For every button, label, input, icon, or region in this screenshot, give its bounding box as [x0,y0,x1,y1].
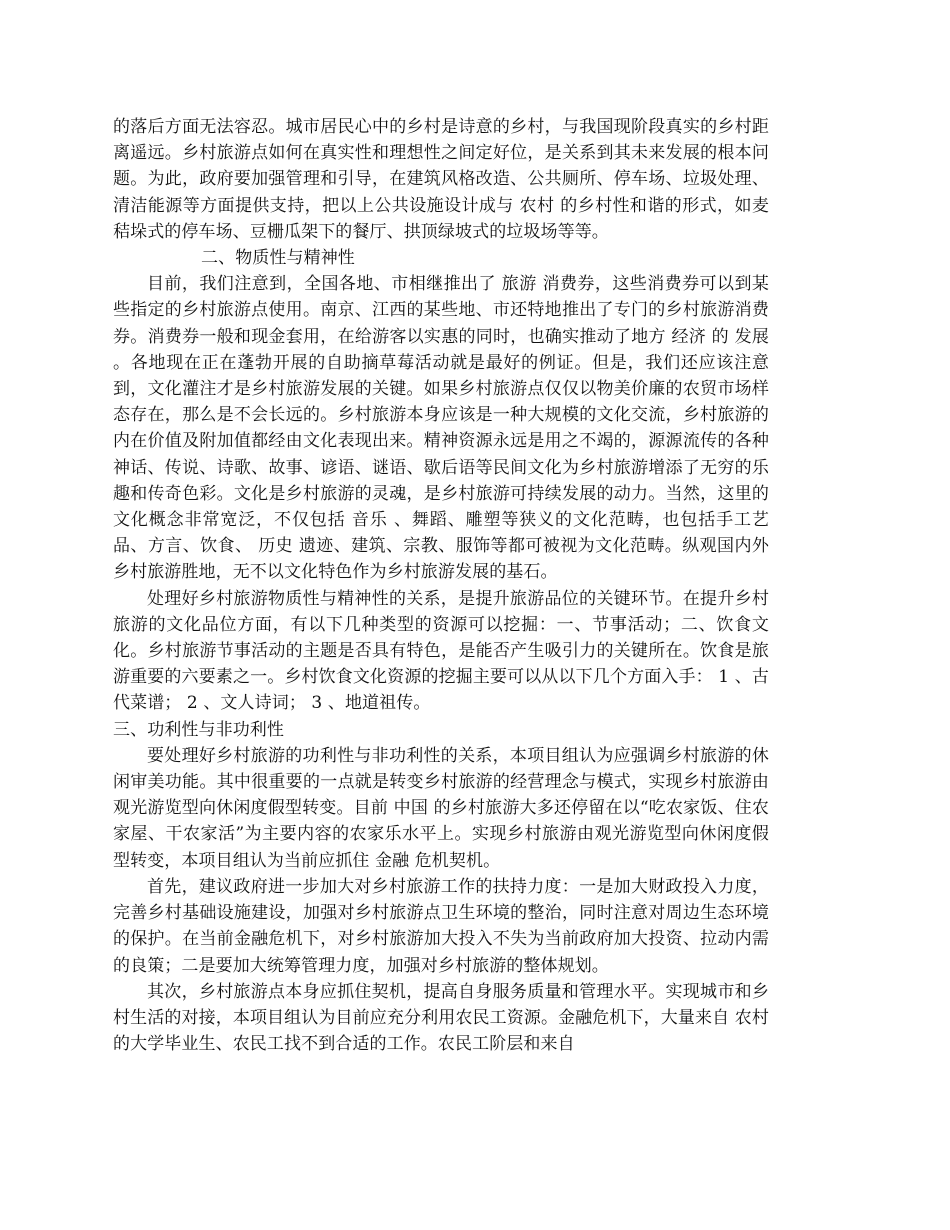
paragraph: 要处理好乡村旅游的功利性与非功利性的关系，本项目组认为应强调乡村旅游的休闲审美功能。其中很重要的一点就是转变乡村旅游的经营理念与模式，实现乡村旅游由观光游览型向休闲度假型转变。目前 中国 的乡村旅游大多还停留在以“吃农家饭、住农家屋、干农家活”为主要内容的农家乐水平上。实现乡村旅游由观光游览型向休闲度假型转变，本项目组认为当前应抓住 金融 危机契机。 [113,745,769,871]
paragraph: 处理好乡村旅游物质性与精神性的关系，是提升旅游品位的关键环节。在提升乡村旅游的文化品位方面，有以下几种类型的资源可以挖掘：一、节事活动；二、饮食文化。乡村旅游节事活动的主题是否具有特色，是能否产生吸引力的关键所在。饮食是旅游重要的六要素之一。乡村饮食文化资源的挖掘主要可以从以下几个方面入手： 1 、古代菜谱； 2 、文人诗词； 3 、地道祖传。 [113,588,769,714]
paragraph: 其次，乡村旅游点本身应抓住契机，提高自身服务质量和管理水平。实现城市和乡村生活的对接，本项目组认为目前应充分利用农民工资源。金融危机下，大量来自 农村 的大学毕业生、农民工找不到合适的工作。农民工阶层和来自 [113,981,769,1055]
section-heading: 三、功利性与非功利性 [113,719,284,740]
paragraph: 目前，我们注意到，全国各地、市相继推出了 旅游 消费券，这些消费券可以到某些指定的乡村旅游点使用。南京、江西的某些地、市还特地推出了专门的乡村旅游消费券。消费券一般和现金套用，在给游客以实惠的同时，也确实推动了地方 经济 的 发展 。各地现在正在蓬勃开展的自助摘草莓活动就是最好的例证。但是，我们还应该注意到，文化灌注才是乡村旅游发展的关键。如果乡村旅游点仅仅以物美价廉的农贸市场样态存在，那么是不会长远的。乡村旅游本身应该是一种大规模的文化交流，乡村旅游的内在价值及附加值都经由文化表现出来。精神资源永远是用之不竭的，源源流传的各种神话、传说、诗歌、故事、谚语、谜语、歇后语等民间文化为乡村旅游增添了无穷的乐趣和传奇色彩。文化是乡村旅游的灵魂，是乡村旅游可持续发展的动力。当然，这里的文化概念非常宽泛，不仅包括 音乐 、舞蹈、雕塑等狭义的文化范畴，也包括手工艺品、方言、饮食、 历史 遗迹、建筑、宗教、服饰等都可被视为文化范畴。纵观国内外乡村旅游胜地，无不以文化特色作为乡村旅游发展的基石。 [113,274,769,583]
paragraph: 首先，建议政府进一步加大对乡村旅游工作的扶持力度：一是加大财政投入力度，完善乡村基础设施建设，加强对乡村旅游点卫生环境的整治，同时注意对周边生态环境的保护。在当前金融危机下，对乡村旅游加大投入不失为当前政府加大投资、拉动内需的良策；二是要加大统筹管理力度，加强对乡村旅游的整体规划。 [113,876,769,976]
document-body [113,114,769,1057]
section-heading: 二、物质性与精神性 [201,248,355,269]
paragraph: 的落后方面无法容忍。城市居民心中的乡村是诗意的乡村，与我国现阶段真实的乡村距离遥远。乡村旅游点如何在真实性和理想性之间定好位，是关系到其未来发展的根本问题。为此，政府要加强管理和引导，在建筑风格改造、公共厕所、停车场、垃圾处理、清洁能源等方面提供支持，把以上公共设施设计成与 农村 的乡村性和谐的形式，如麦秸垛式的停车场、豆栅瓜架下的餐厅、拱顶绿坡式的垃圾场等等。 [113,117,769,242]
